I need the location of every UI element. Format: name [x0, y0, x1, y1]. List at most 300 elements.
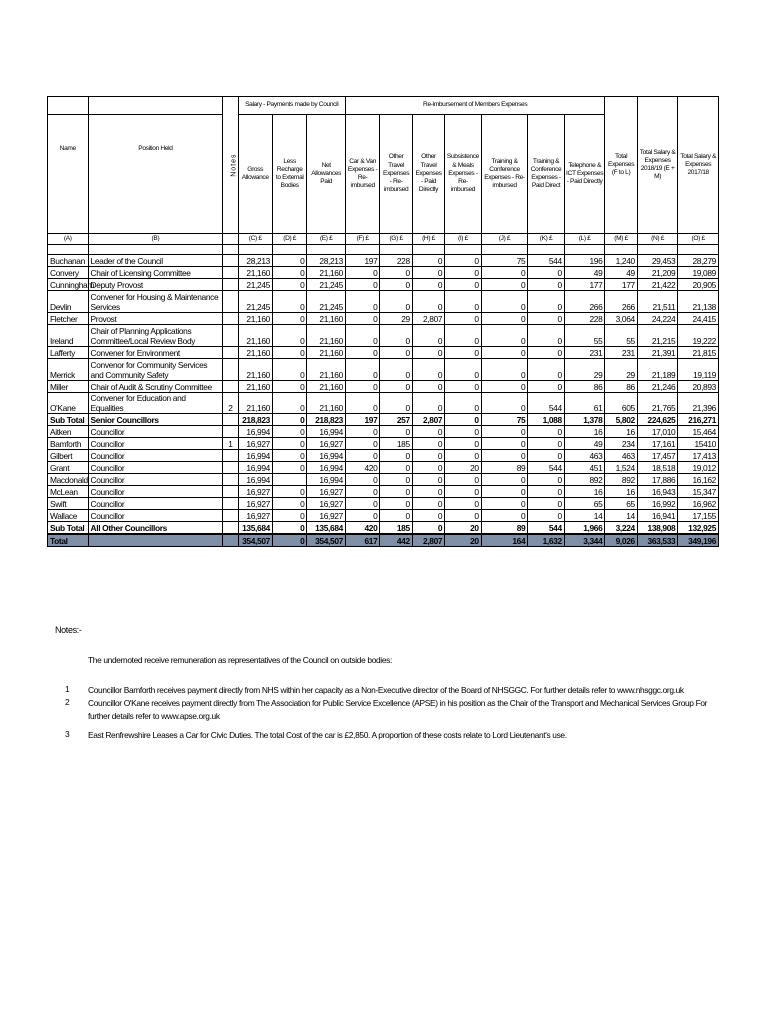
cell-value-e: 21,160 — [307, 393, 346, 414]
table-row — [48, 267, 719, 279]
cell-note — [223, 414, 238, 426]
cell-value-k: 0 — [528, 267, 564, 279]
column-letter: (O) £ — [678, 234, 719, 245]
cell-value-o: 19,119 — [678, 359, 719, 381]
cell-value-n: 21,511 — [637, 291, 678, 313]
cell-value-h: 0 — [412, 255, 444, 267]
cell-value-n: 21,391 — [637, 347, 678, 359]
cell-value-k: 544 — [528, 393, 564, 414]
blank-cell — [345, 245, 379, 255]
cell-value-n: 21,765 — [637, 393, 678, 414]
cell-value-f: 420 — [345, 522, 379, 535]
cell-name: Bamforth — [48, 438, 89, 450]
cell-value-m: 3,224 — [605, 522, 637, 535]
cell-value-l: 463 — [564, 450, 605, 462]
notes-title: Notes:- — [55, 625, 82, 635]
cell-value-k: 0 — [528, 291, 564, 313]
cell-value-h: 0 — [412, 510, 444, 522]
blank-cell — [564, 245, 605, 255]
cell-value-k: 0 — [528, 325, 564, 347]
cell-value-l: 228 — [564, 313, 605, 325]
cell-note — [223, 359, 238, 381]
column-letter: (C) £ — [238, 234, 272, 245]
cell-value-g: 0 — [380, 510, 412, 522]
cell-value-n: 16,943 — [637, 486, 678, 498]
cell-value-k: 1,632 — [528, 534, 564, 547]
table-row — [48, 279, 719, 291]
cell-value-c: 218,823 — [238, 414, 272, 426]
cell-position: Councillor — [88, 438, 223, 450]
cell-value-k: 0 — [528, 426, 564, 438]
cell-value-n: 21,215 — [637, 325, 678, 347]
header-telephone: Telephone & ICT Expenses - Paid Directly — [564, 115, 605, 234]
blank-cell — [88, 245, 223, 255]
column-letter: (D) £ — [272, 234, 306, 245]
cell-value-i: 0 — [445, 347, 481, 359]
cell-value-h: 0 — [412, 498, 444, 510]
cell-value-l: 49 — [564, 267, 605, 279]
cell-value-o: 15410 — [678, 438, 719, 450]
cell-value-g: 29 — [380, 313, 412, 325]
cell-value-g: 0 — [380, 426, 412, 438]
cell-value-e: 135,684 — [307, 522, 346, 535]
cell-value-g: 0 — [380, 462, 412, 474]
table-row — [48, 426, 719, 438]
cell-value-m: 3,064 — [605, 313, 637, 325]
cell-value-k: 0 — [528, 381, 564, 393]
cell-value-m: 463 — [605, 450, 637, 462]
cell-name: Lafferty — [48, 347, 89, 359]
cell-name: Gilbert — [48, 450, 89, 462]
cell-value-c: 16,994 — [238, 474, 272, 486]
cell-value-k: 0 — [528, 486, 564, 498]
cell-value-m: 234 — [605, 438, 637, 450]
cell-value-g: 257 — [380, 414, 412, 426]
cell-value-j: 0 — [481, 347, 528, 359]
cell-value-o: 20,893 — [678, 381, 719, 393]
cell-value-k: 1,088 — [528, 414, 564, 426]
cell-value-o: 16,962 — [678, 498, 719, 510]
blank-cell — [637, 245, 678, 255]
cell-value-n: 17,457 — [637, 450, 678, 462]
total-row — [48, 534, 719, 547]
column-letter: (A) — [48, 234, 89, 245]
cell-value-n: 24,224 — [637, 313, 678, 325]
cell-note — [223, 381, 238, 393]
cell-value-l: 65 — [564, 498, 605, 510]
cell-value-e: 21,160 — [307, 381, 346, 393]
subtotal-row — [48, 414, 719, 426]
column-letter — [223, 234, 238, 245]
table-row — [48, 510, 719, 522]
cell-value-m: 1,240 — [605, 255, 637, 267]
cell-value-k: 0 — [528, 498, 564, 510]
cell-value-g: 0 — [380, 498, 412, 510]
cell-value-f: 0 — [345, 426, 379, 438]
cell-value-n: 21,189 — [637, 359, 678, 381]
cell-value-c: 21,160 — [238, 325, 272, 347]
blank-cell — [223, 245, 238, 255]
cell-value-e: 16,927 — [307, 498, 346, 510]
table-row — [48, 474, 719, 486]
blank-cell — [678, 245, 719, 255]
cell-value-f: 0 — [345, 381, 379, 393]
cell-value-c: 21,245 — [238, 279, 272, 291]
cell-value-c: 16,927 — [238, 498, 272, 510]
cell-value-i: 0 — [445, 291, 481, 313]
cell-value-o: 21,138 — [678, 291, 719, 313]
cell-name: McLean — [48, 486, 89, 498]
cell-position: All Other Councillors — [88, 522, 223, 535]
cell-position: Councillor — [88, 510, 223, 522]
column-letter: (L) £ — [564, 234, 605, 245]
cell-position: Convener for Housing & Maintenance Services — [88, 291, 223, 313]
cell-value-f: 0 — [345, 279, 379, 291]
column-letter: (K) £ — [528, 234, 564, 245]
cell-value-k: 0 — [528, 359, 564, 381]
cell-note — [223, 510, 238, 522]
cell-value-j: 75 — [481, 414, 528, 426]
cell-name: Devlin — [48, 291, 89, 313]
cell-value-n: 29,453 — [637, 255, 678, 267]
cell-name: Wallace — [48, 510, 89, 522]
cell-value-h: 0 — [412, 450, 444, 462]
cell-value-e: 21,245 — [307, 279, 346, 291]
cell-name: Miller — [48, 381, 89, 393]
cell-name: Macdonald — [48, 474, 89, 486]
cell-note — [223, 474, 238, 486]
cell-value-l: 61 — [564, 393, 605, 414]
cell-value-d — [272, 474, 306, 486]
cell-value-h: 0 — [412, 347, 444, 359]
cell-value-g: 0 — [380, 359, 412, 381]
blank-cell — [272, 245, 306, 255]
cell-position: Senior Councillors — [88, 414, 223, 426]
cell-name: Aitken — [48, 426, 89, 438]
cell-value-n: 17,161 — [637, 438, 678, 450]
table-row — [48, 450, 719, 462]
cell-value-e: 21,160 — [307, 359, 346, 381]
cell-value-c: 354,507 — [238, 534, 272, 547]
cell-value-l: 3,344 — [564, 534, 605, 547]
remuneration-table — [47, 96, 719, 547]
header-total-2017-18: Total Salary & Expenses 2017/18 — [678, 97, 719, 234]
cell-value-d: 0 — [272, 313, 306, 325]
cell-value-j: 0 — [481, 498, 528, 510]
table-row — [48, 313, 719, 325]
cell-value-o: 16,162 — [678, 474, 719, 486]
cell-value-d: 0 — [272, 510, 306, 522]
cell-value-o: 19,222 — [678, 325, 719, 347]
cell-note — [223, 291, 238, 313]
cell-note — [223, 255, 238, 267]
cell-name: Grant — [48, 462, 89, 474]
cell-value-o: 24,415 — [678, 313, 719, 325]
cell-value-l: 86 — [564, 381, 605, 393]
cell-value-m: 266 — [605, 291, 637, 313]
cell-name: O'Kane — [48, 393, 89, 414]
cell-position — [88, 534, 223, 547]
cell-value-m: 65 — [605, 498, 637, 510]
cell-value-d: 0 — [272, 359, 306, 381]
header-group-reimbursement: Re-imbursement of Members Expenses — [345, 97, 604, 115]
cell-value-k: 0 — [528, 279, 564, 291]
header-blank — [88, 97, 223, 115]
cell-value-m: 231 — [605, 347, 637, 359]
blank-cell — [48, 245, 89, 255]
cell-value-i: 20 — [445, 534, 481, 547]
cell-value-j: 0 — [481, 450, 528, 462]
cell-note — [223, 426, 238, 438]
cell-value-h: 0 — [412, 359, 444, 381]
blank-cell — [528, 245, 564, 255]
cell-value-k: 0 — [528, 510, 564, 522]
cell-value-j: 0 — [481, 291, 528, 313]
cell-note — [223, 522, 238, 535]
column-letter: (H) £ — [412, 234, 444, 245]
cell-value-d: 0 — [272, 267, 306, 279]
cell-value-h: 0 — [412, 291, 444, 313]
cell-value-m: 29 — [605, 359, 637, 381]
cell-value-g: 0 — [380, 279, 412, 291]
cell-value-d: 0 — [272, 450, 306, 462]
cell-value-e: 16,927 — [307, 438, 346, 450]
cell-value-o: 15,347 — [678, 486, 719, 498]
table-row — [48, 291, 719, 313]
cell-value-f: 617 — [345, 534, 379, 547]
cell-value-i: 0 — [445, 313, 481, 325]
cell-value-n: 18,518 — [637, 462, 678, 474]
cell-position: Leader of the Council — [88, 255, 223, 267]
cell-value-d: 0 — [272, 381, 306, 393]
cell-value-i: 0 — [445, 414, 481, 426]
notes-intro: The undernoted receive remuneration as representatives of the Council on outside bodies: — [88, 655, 392, 665]
cell-value-i: 0 — [445, 426, 481, 438]
cell-value-c: 21,160 — [238, 393, 272, 414]
blank-cell — [380, 245, 412, 255]
cell-value-g: 0 — [380, 474, 412, 486]
cell-position: Convener for Environment — [88, 347, 223, 359]
cell-value-g: 185 — [380, 438, 412, 450]
cell-value-m: 14 — [605, 510, 637, 522]
header-total-2018-19: Total Salary & Expenses 2018/19 (E + M) — [637, 97, 678, 234]
cell-value-f: 0 — [345, 359, 379, 381]
column-letter: (J) £ — [481, 234, 528, 245]
cell-value-o: 15,464 — [678, 426, 719, 438]
cell-value-j: 0 — [481, 325, 528, 347]
cell-value-i: 0 — [445, 450, 481, 462]
cell-value-j: 0 — [481, 438, 528, 450]
cell-value-f: 197 — [345, 255, 379, 267]
header-less-recharge: Less Recharge to External Bodies — [272, 115, 306, 234]
cell-value-n: 16,941 — [637, 510, 678, 522]
cell-value-g: 0 — [380, 486, 412, 498]
cell-value-c: 16,994 — [238, 450, 272, 462]
cell-name: Ireland — [48, 325, 89, 347]
cell-value-l: 16 — [564, 486, 605, 498]
header-notes-label: Notes — [230, 153, 238, 177]
cell-value-m: 1,524 — [605, 462, 637, 474]
cell-value-f: 0 — [345, 291, 379, 313]
cell-value-f: 0 — [345, 347, 379, 359]
cell-value-h: 2,807 — [412, 313, 444, 325]
cell-position: Chair of Licensing Committee — [88, 267, 223, 279]
blank-cell — [481, 245, 528, 255]
cell-value-j: 0 — [481, 359, 528, 381]
cell-value-e: 21,160 — [307, 313, 346, 325]
note-number: 1 — [65, 684, 70, 694]
header-training-paid: Training & Conference Expenses - Paid Direct — [528, 115, 564, 234]
cell-value-g: 0 — [380, 381, 412, 393]
cell-value-e: 16,994 — [307, 474, 346, 486]
cell-value-c: 21,245 — [238, 291, 272, 313]
cell-note — [223, 450, 238, 462]
cell-value-n: 138,908 — [637, 522, 678, 535]
subtotal-row — [48, 522, 719, 535]
cell-value-h: 0 — [412, 381, 444, 393]
cell-value-k: 0 — [528, 474, 564, 486]
table-row — [48, 325, 719, 347]
cell-value-n: 21,209 — [637, 267, 678, 279]
cell-value-i: 20 — [445, 522, 481, 535]
cell-value-h: 0 — [412, 393, 444, 414]
cell-value-g: 0 — [380, 291, 412, 313]
notes-section — [55, 625, 735, 740]
header-other-travel-reimbursed: Other Travel Expenses - Re-imbursed — [380, 115, 412, 234]
cell-value-j: 164 — [481, 534, 528, 547]
cell-name: Sub Total — [48, 414, 89, 426]
cell-name: Cunningham — [48, 279, 89, 291]
cell-value-h: 0 — [412, 267, 444, 279]
cell-value-f: 0 — [345, 267, 379, 279]
column-letter: (I) £ — [445, 234, 481, 245]
cell-value-m: 605 — [605, 393, 637, 414]
cell-value-j: 0 — [481, 267, 528, 279]
header-car-van: Car & Van Expenses - Re-imbursed — [345, 115, 379, 234]
cell-value-m: 49 — [605, 267, 637, 279]
cell-name: Merrick — [48, 359, 89, 381]
header-gross: Gross Allowance — [238, 115, 272, 234]
column-letter: (M) £ — [605, 234, 637, 245]
cell-value-j: 0 — [481, 279, 528, 291]
cell-value-e: 21,245 — [307, 291, 346, 313]
cell-value-e: 354,507 — [307, 534, 346, 547]
cell-value-c: 21,160 — [238, 381, 272, 393]
cell-value-l: 451 — [564, 462, 605, 474]
cell-value-o: 20,905 — [678, 279, 719, 291]
cell-value-i: 0 — [445, 279, 481, 291]
note-text: Councillor Bamforth receives payment directly from NHS within her capacity as a Non-Executive director of the Board of NHSGGC. For further details refer to www.nhsggc.org.uk — [88, 685, 684, 695]
cell-value-h: 0 — [412, 279, 444, 291]
cell-value-l: 231 — [564, 347, 605, 359]
cell-value-l: 55 — [564, 325, 605, 347]
cell-note: 2 — [223, 393, 238, 414]
header-net: Net Allowances Paid — [307, 115, 346, 234]
cell-value-j: 0 — [481, 313, 528, 325]
cell-value-l: 892 — [564, 474, 605, 486]
cell-value-k: 544 — [528, 462, 564, 474]
cell-value-c: 16,927 — [238, 486, 272, 498]
blank-cell — [605, 245, 637, 255]
cell-value-o: 19,089 — [678, 267, 719, 279]
cell-value-d: 0 — [272, 325, 306, 347]
cell-note: 1 — [223, 438, 238, 450]
cell-value-g: 228 — [380, 255, 412, 267]
cell-value-m: 9,026 — [605, 534, 637, 547]
note-number: 2 — [65, 697, 70, 707]
table-row — [48, 438, 719, 450]
cell-value-h: 0 — [412, 462, 444, 474]
cell-value-k: 0 — [528, 347, 564, 359]
cell-value-e: 21,160 — [307, 267, 346, 279]
cell-value-m: 892 — [605, 474, 637, 486]
header-name: Name — [48, 115, 89, 234]
cell-value-o: 349,196 — [678, 534, 719, 547]
cell-value-o: 17,413 — [678, 450, 719, 462]
cell-value-k: 544 — [528, 522, 564, 535]
cell-name: Sub Total — [48, 522, 89, 535]
cell-position: Councillor — [88, 462, 223, 474]
cell-position: Convener for Education and Equalities — [88, 393, 223, 414]
cell-value-c: 16,994 — [238, 462, 272, 474]
cell-value-l: 266 — [564, 291, 605, 313]
cell-value-f: 420 — [345, 462, 379, 474]
cell-note — [223, 534, 238, 547]
blank-cell — [238, 245, 272, 255]
cell-value-d: 0 — [272, 255, 306, 267]
cell-value-m: 86 — [605, 381, 637, 393]
cell-value-j: 75 — [481, 255, 528, 267]
cell-value-h: 0 — [412, 325, 444, 347]
cell-value-c: 135,684 — [238, 522, 272, 535]
column-letter: (F) £ — [345, 234, 379, 245]
cell-value-d: 0 — [272, 426, 306, 438]
column-letter: (B) — [88, 234, 223, 245]
cell-value-e: 218,823 — [307, 414, 346, 426]
cell-value-g: 0 — [380, 325, 412, 347]
cell-value-d: 0 — [272, 291, 306, 313]
blank-cell — [445, 245, 481, 255]
cell-value-e: 16,994 — [307, 462, 346, 474]
cell-value-d: 0 — [272, 522, 306, 535]
cell-value-c: 21,160 — [238, 347, 272, 359]
cell-name: Swift — [48, 498, 89, 510]
cell-position: Provost — [88, 313, 223, 325]
cell-note — [223, 462, 238, 474]
cell-position: Councillor — [88, 498, 223, 510]
cell-value-c: 21,160 — [238, 359, 272, 381]
cell-value-e: 21,160 — [307, 347, 346, 359]
cell-value-i: 0 — [445, 438, 481, 450]
cell-value-f: 0 — [345, 325, 379, 347]
cell-value-m: 55 — [605, 325, 637, 347]
cell-value-f: 197 — [345, 414, 379, 426]
table-row — [48, 486, 719, 498]
table-row — [48, 393, 719, 414]
cell-value-n: 17,886 — [637, 474, 678, 486]
cell-value-d: 0 — [272, 462, 306, 474]
table-row — [48, 498, 719, 510]
cell-value-d: 0 — [272, 393, 306, 414]
cell-value-m: 16 — [605, 486, 637, 498]
cell-value-n: 21,246 — [637, 381, 678, 393]
cell-value-g: 0 — [380, 393, 412, 414]
cell-value-d: 0 — [272, 498, 306, 510]
cell-value-m: 5,802 — [605, 414, 637, 426]
cell-value-h: 2,807 — [412, 534, 444, 547]
cell-value-f: 0 — [345, 510, 379, 522]
note-number: 3 — [65, 729, 70, 739]
